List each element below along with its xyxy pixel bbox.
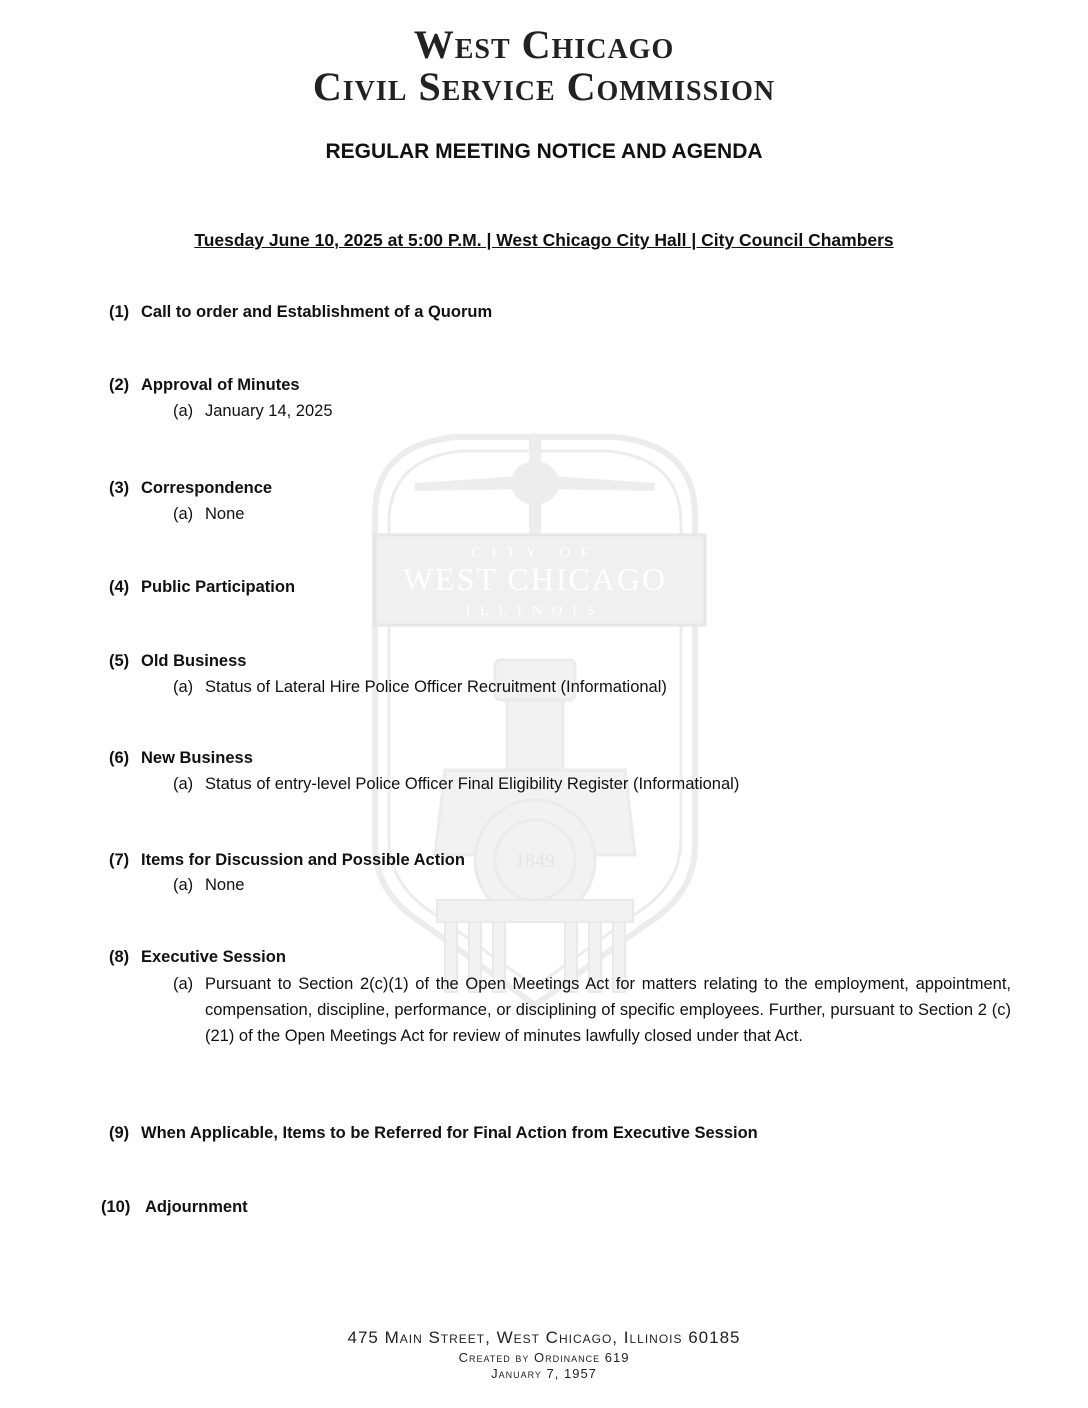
subitem-text: Status of entry-level Police Officer Final Eligibility Register (Informational) <box>205 775 740 793</box>
subitem-text: Status of Lateral Hire Police Officer Recruitment (Informational) <box>205 678 667 696</box>
agenda-item-title: Items for Discussion and Possible Action <box>141 851 465 869</box>
agenda-item-title: Public Participation <box>141 578 296 596</box>
agenda-item-title: New Business <box>141 749 253 767</box>
subitem-letter: (a) <box>173 975 194 993</box>
agenda-item-number: (10) <box>101 1198 131 1216</box>
meeting-details: Tuesday June 10, 2025 at 5:00 P.M. | West Chicago City Hall | City Council Chambers <box>194 230 894 250</box>
agenda-item-number: (6) <box>109 749 130 767</box>
commission-title-line2: Civil Service Commission <box>312 64 776 109</box>
agenda-item-title: Executive Session <box>141 948 286 966</box>
agenda-item-number: (7) <box>109 851 130 869</box>
agenda-item-3 <box>109 477 272 499</box>
agenda-item-title: Adjournment <box>145 1198 248 1216</box>
agenda-item-1 <box>109 301 492 323</box>
agenda-item-9 <box>109 1122 758 1144</box>
agenda-item-6 <box>109 747 253 769</box>
agenda-item-number: (2) <box>109 376 130 394</box>
agenda-subitem-7a <box>173 872 244 898</box>
notice-title: REGULAR MEETING NOTICE AND AGENDA <box>325 140 763 163</box>
agenda-item-8 <box>109 946 286 968</box>
footer-ordinance: Created by Ordinance 619 <box>458 1350 630 1365</box>
agenda-subitem-6a <box>173 771 739 797</box>
seal-city-of-text: CITY OF <box>471 545 599 561</box>
agenda-subitem-2a <box>173 398 333 424</box>
footer-date: January 7, 1957 <box>491 1366 597 1381</box>
subitem-letter: (a) <box>173 402 194 420</box>
seal-state-text: ILLINOIS <box>465 604 605 619</box>
agenda-item-number: (8) <box>109 948 130 966</box>
agenda-subitem-8a <box>173 971 1011 1049</box>
agenda-item-title: When Applicable, Items to be Referred for Final Action from Executive Session <box>141 1124 758 1142</box>
agenda-item-number: (3) <box>109 479 130 497</box>
subitem-text: None <box>205 505 245 523</box>
agenda-item-number: (5) <box>109 652 130 670</box>
subitem-text: January 14, 2025 <box>205 402 333 420</box>
subitem-letter: (a) <box>173 505 194 523</box>
seal-city-text: WEST CHICAGO <box>402 561 668 597</box>
agenda-item-title: Old Business <box>141 652 247 670</box>
agenda-item-title: Approval of Minutes <box>141 376 300 394</box>
agenda-item-title: Correspondence <box>141 479 273 497</box>
agenda-item-number: (1) <box>109 303 130 321</box>
subitem-text: None <box>205 876 245 894</box>
agenda-item-number: (9) <box>109 1124 130 1142</box>
city-seal-watermark <box>345 425 725 1025</box>
agenda-item-10 <box>101 1196 248 1218</box>
agenda-item-title: Call to order and Establishment of a Quorum <box>141 303 493 321</box>
agenda-item-7 <box>109 849 465 871</box>
subitem-letter: (a) <box>173 876 194 894</box>
agenda-subitem-3a <box>173 501 244 527</box>
agenda-item-4 <box>109 576 295 598</box>
agenda-subitem-5a <box>173 674 667 700</box>
agenda-item-2 <box>109 374 300 396</box>
footer-address: 475 Main Street, West Chicago, Illinois 60185 <box>347 1328 741 1347</box>
commission-title-line1: West Chicago <box>413 22 675 67</box>
subitem-text: Pursuant to Section 2(c)(1) of the Open Meetings Act for matters relating to the employment, appointment, compensation, discipline, performance, or disciplining of specific employees. Further, pursuant to Section 2 (c)(21) of the Open Meetings Act for review of minutes lawfully closed under that Act. <box>205 975 1011 1045</box>
subitem-letter: (a) <box>173 775 194 793</box>
subitem-letter: (a) <box>173 678 194 696</box>
agenda-item-5 <box>109 650 246 672</box>
seal-year-text: 1849 <box>515 850 555 872</box>
agenda-item-number: (4) <box>109 578 130 596</box>
